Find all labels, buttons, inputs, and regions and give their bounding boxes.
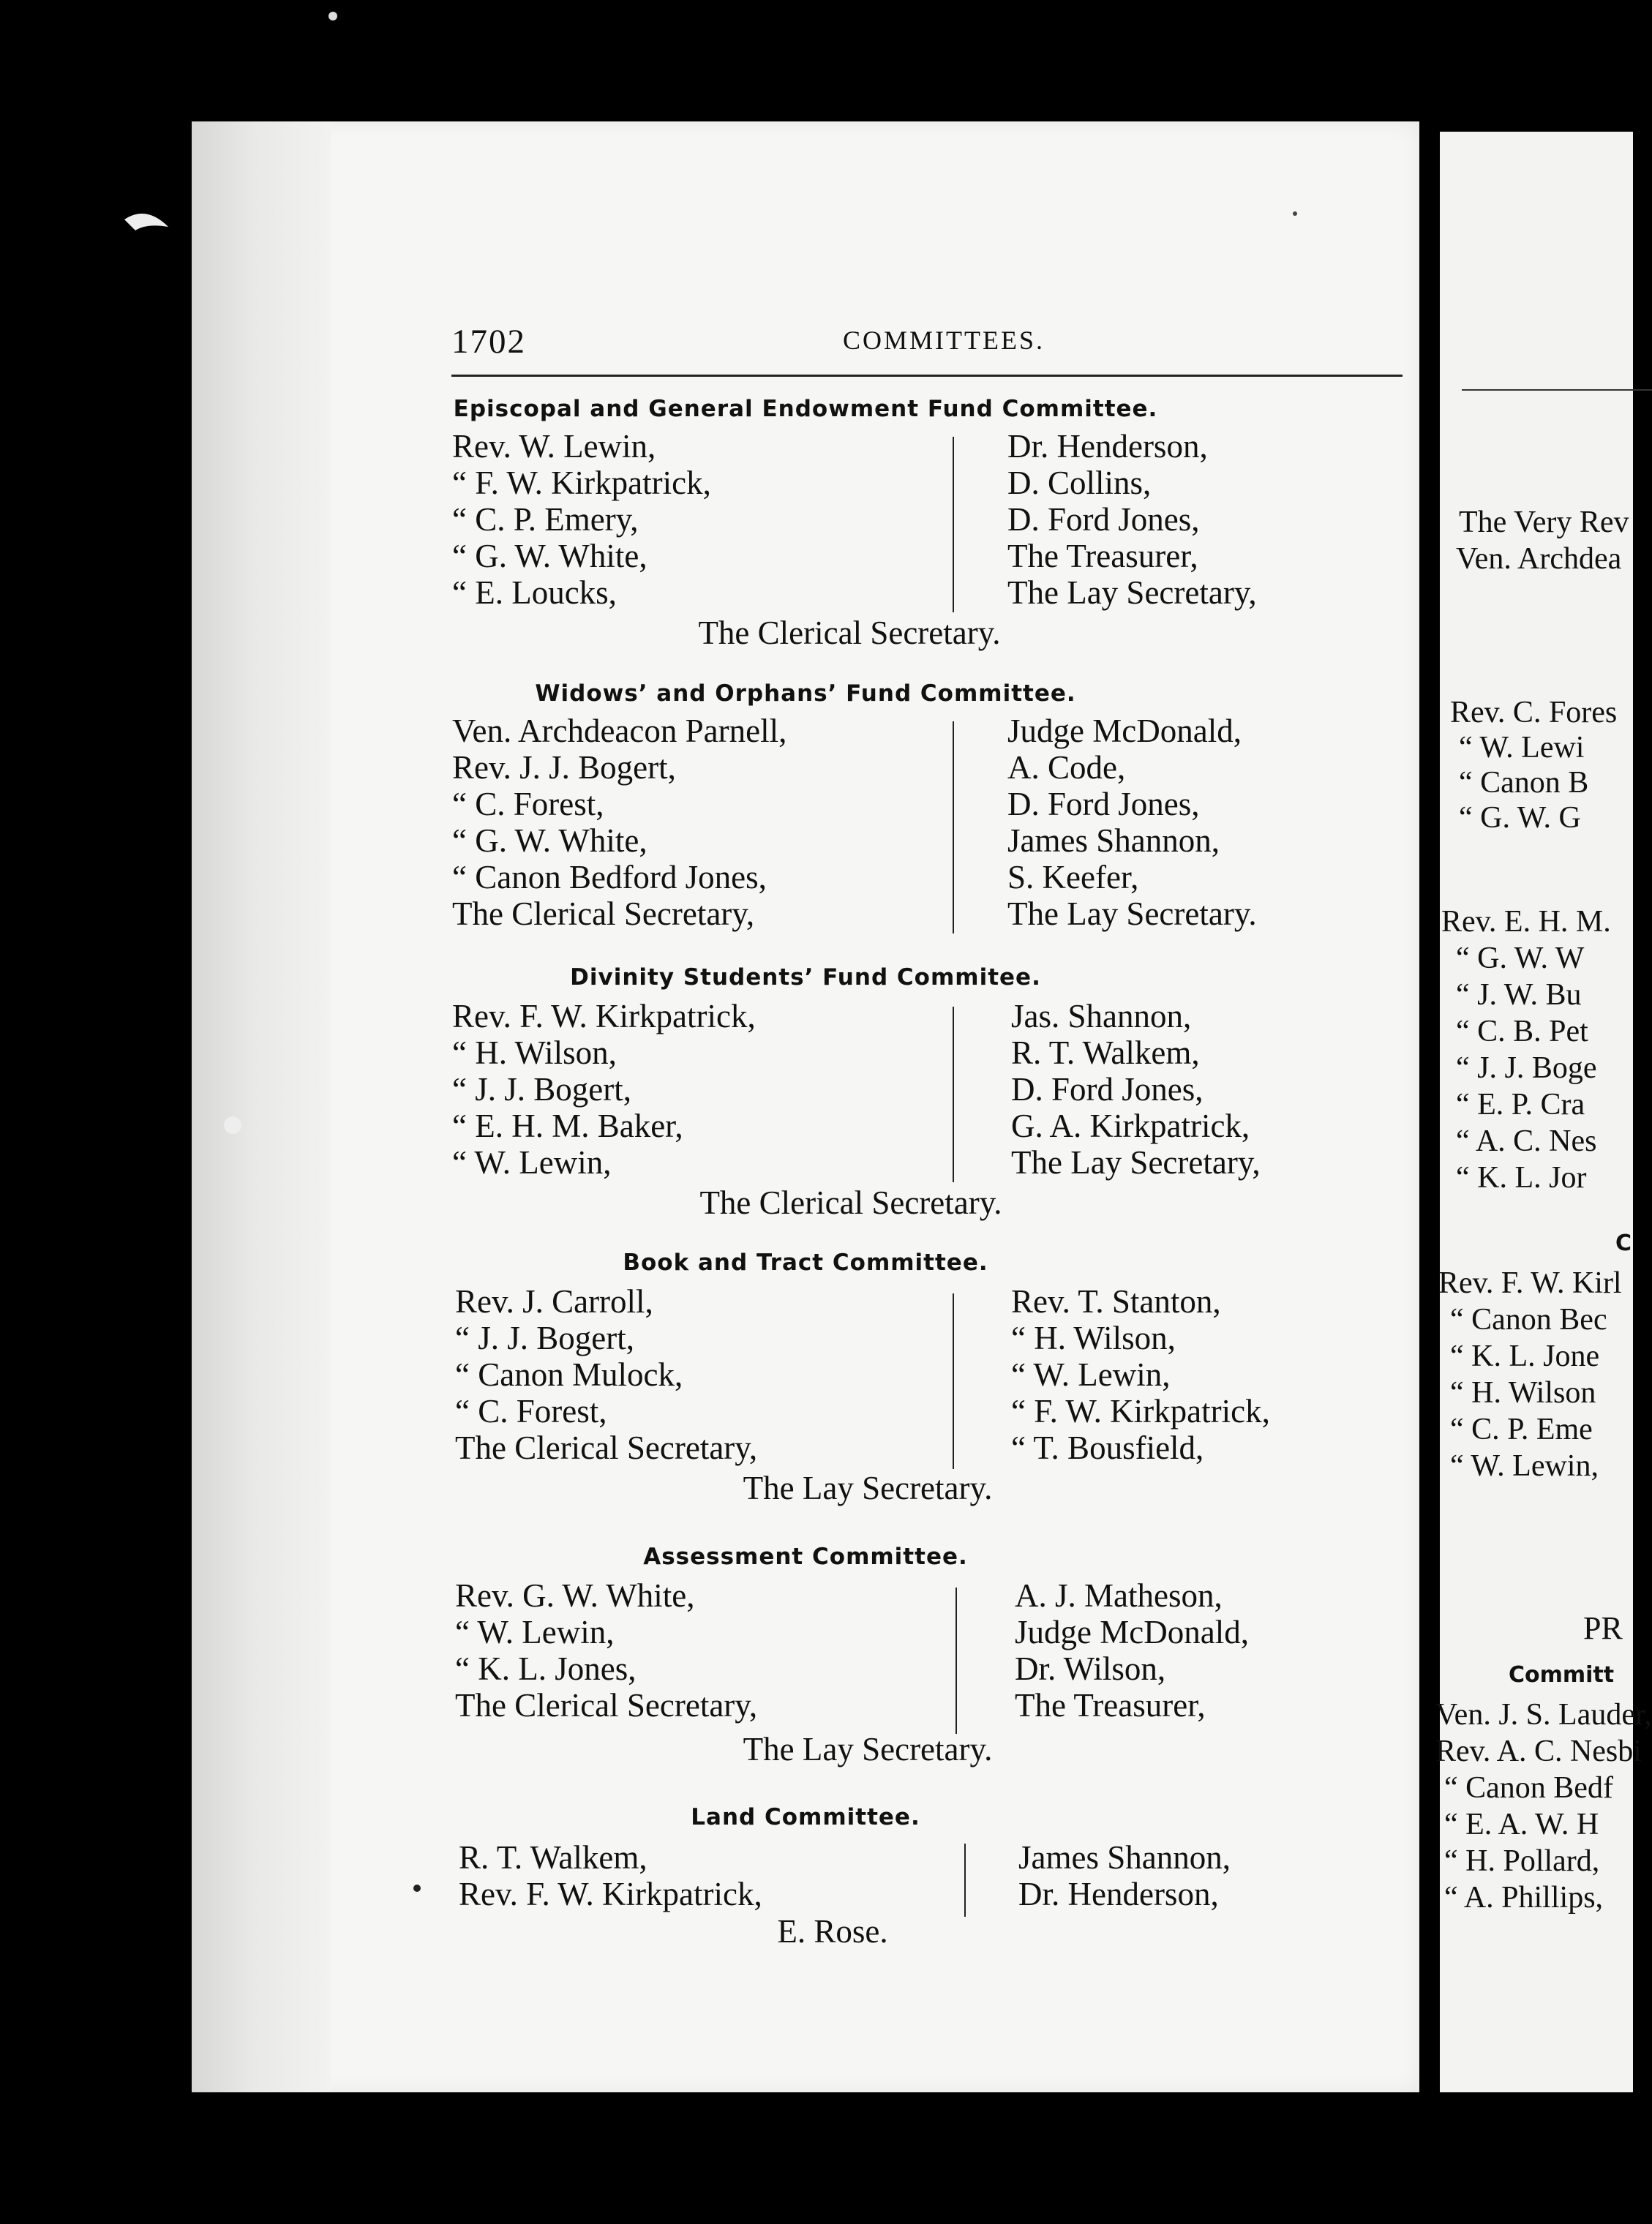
member-name: Rev. W. Lewin,	[452, 428, 656, 465]
committee-title: Episcopal and General Endowment Fund Committee.	[453, 396, 1158, 422]
member-name: “ H. Wilson,	[1011, 1320, 1176, 1356]
member-name: The Lay Secretary,	[1007, 574, 1257, 611]
member-name: “ F. W. Kirkpatrick,	[1011, 1393, 1270, 1430]
member-name: The Lay Secretary.	[1007, 895, 1257, 932]
facing-line: “ C. P. Eme	[1450, 1413, 1593, 1446]
committee-footer: The Clerical Secretary.	[699, 1184, 1002, 1221]
member-name: Dr. Henderson,	[1018, 1876, 1219, 1912]
facing-line: “ A. C. Nes	[1456, 1124, 1597, 1158]
member-name: “ E. H. M. Baker,	[452, 1108, 683, 1144]
facing-heading: PR	[1583, 1610, 1623, 1646]
member-name: D. Collins,	[1007, 465, 1152, 501]
facing-line: “ G. W. G	[1459, 801, 1581, 835]
facing-line: “ K. L. Jor	[1456, 1161, 1587, 1195]
member-name: Judge McDonald,	[1007, 713, 1242, 749]
facing-heading: Committ	[1509, 1662, 1615, 1688]
committee-title: Land Committee.	[691, 1804, 920, 1830]
member-name: “ Canon Mulock,	[455, 1356, 683, 1393]
member-name: Rev. F. W. Kirkpatrick,	[452, 998, 756, 1034]
member-name: S. Keefer,	[1007, 859, 1139, 895]
member-name: The Treasurer,	[1015, 1687, 1206, 1724]
facing-line: Ven. Archdea	[1456, 542, 1622, 576]
member-name: “ T. Bousfield,	[1011, 1430, 1204, 1466]
member-name: The Clerical Secretary,	[452, 895, 755, 932]
member-name: D. Ford Jones,	[1007, 786, 1200, 822]
facing-line: “ K. L. Jone	[1450, 1340, 1600, 1373]
facing-line: “ Canon Bec	[1450, 1303, 1607, 1337]
facing-line: Rev. E. H. M.	[1441, 905, 1611, 939]
page-number: 1702	[451, 323, 526, 361]
member-name: Judge McDonald,	[1015, 1614, 1249, 1650]
facing-line: “ E. A. W. H	[1444, 1808, 1599, 1841]
facing-line: “ J. J. Boge	[1456, 1051, 1597, 1085]
facing-line: Rev. F. W. Kirl	[1438, 1266, 1622, 1300]
committee-footer: The Clerical Secretary.	[698, 615, 1001, 651]
committee-footer: The Lay Secretary.	[743, 1470, 993, 1506]
committee-footer: The Lay Secretary.	[743, 1731, 993, 1767]
member-name: R. T. Walkem,	[459, 1839, 647, 1876]
member-name: Rev. G. W. White,	[455, 1577, 695, 1614]
member-name: A. Code,	[1007, 749, 1126, 786]
member-name: Rev. J. Carroll,	[455, 1283, 653, 1320]
facing-line: “ G. W. W	[1456, 942, 1585, 975]
member-name: “ H. Wilson,	[452, 1034, 617, 1071]
facing-line: “ E. P. Cra	[1456, 1088, 1585, 1122]
member-name: “ E. Loucks,	[452, 574, 617, 611]
facing-line: “ H. Pollard,	[1444, 1844, 1600, 1878]
facing-line: “ Canon Bedf	[1444, 1771, 1613, 1805]
member-name: “ W. Lewin,	[455, 1614, 615, 1650]
member-name: Ven. Archdeacon Parnell,	[452, 713, 787, 749]
member-name: James Shannon,	[1018, 1839, 1231, 1876]
member-name: Jas. Shannon,	[1011, 998, 1192, 1034]
page-title: COMMITTEES.	[843, 326, 1045, 355]
member-name: “ C. P. Emery,	[452, 501, 639, 538]
member-name: The Clerical Secretary,	[455, 1430, 758, 1466]
member-name: “ J. J. Bogert,	[452, 1071, 631, 1108]
member-name: G. A. Kirkpatrick,	[1011, 1108, 1250, 1144]
facing-line: “ C. B. Pet	[1456, 1015, 1588, 1048]
facing-line: Rev. A. C. Nesbi	[1435, 1735, 1642, 1768]
facing-heading: C	[1615, 1231, 1632, 1256]
member-name: R. T. Walkem,	[1011, 1034, 1200, 1071]
member-name: “ Canon Bedford Jones,	[452, 859, 767, 895]
member-name: Dr. Henderson,	[1007, 428, 1208, 465]
member-name: Rev. J. J. Bogert,	[452, 749, 676, 786]
member-name: “ G. W. White,	[452, 822, 647, 859]
facing-line: “ Canon B	[1459, 766, 1589, 800]
committee-title: Book and Tract Committee.	[623, 1250, 988, 1276]
facing-line: “ W. Lewin,	[1450, 1449, 1599, 1483]
member-name: D. Ford Jones,	[1011, 1071, 1204, 1108]
member-name: “ F. W. Kirkpatrick,	[452, 465, 711, 501]
member-name: James Shannon,	[1007, 822, 1220, 859]
facing-line: Rev. C. Fores	[1450, 696, 1618, 729]
facing-line: The Very Rev	[1459, 506, 1629, 539]
member-name: “ K. L. Jones,	[455, 1650, 637, 1687]
facing-line: Ven. J. S. Lauder,	[1435, 1698, 1652, 1732]
facing-line: “ H. Wilson	[1450, 1376, 1596, 1410]
member-name: Rev. F. W. Kirkpatrick,	[459, 1876, 762, 1912]
member-name: The Clerical Secretary,	[455, 1687, 758, 1724]
member-name: “ C. Forest,	[452, 786, 604, 822]
member-name: Dr. Wilson,	[1015, 1650, 1166, 1687]
member-name: Rev. T. Stanton,	[1011, 1283, 1221, 1320]
member-name: The Treasurer,	[1007, 538, 1198, 574]
member-name: “ W. Lewin,	[452, 1144, 612, 1181]
member-name: “ W. Lewin,	[1011, 1356, 1171, 1393]
member-name: A. J. Matheson,	[1015, 1577, 1223, 1614]
committee-title: Divinity Students’ Fund Commitee.	[570, 964, 1041, 991]
committee-footer: E. Rose.	[777, 1913, 888, 1950]
committee-title: Widows’ and Orphans’ Fund Committee.	[535, 680, 1076, 707]
member-name: “ J. J. Bogert,	[455, 1320, 634, 1356]
member-name: D. Ford Jones,	[1007, 501, 1200, 538]
member-name: “ C. Forest,	[455, 1393, 607, 1430]
member-name: The Lay Secretary,	[1011, 1144, 1261, 1181]
member-name: “ G. W. White,	[452, 538, 647, 574]
facing-line: “ A. Phillips,	[1444, 1881, 1604, 1915]
committee-title: Assessment Committee.	[643, 1544, 968, 1570]
facing-line: “ W. Lewi	[1459, 731, 1585, 764]
facing-line: “ J. W. Bu	[1456, 978, 1582, 1012]
